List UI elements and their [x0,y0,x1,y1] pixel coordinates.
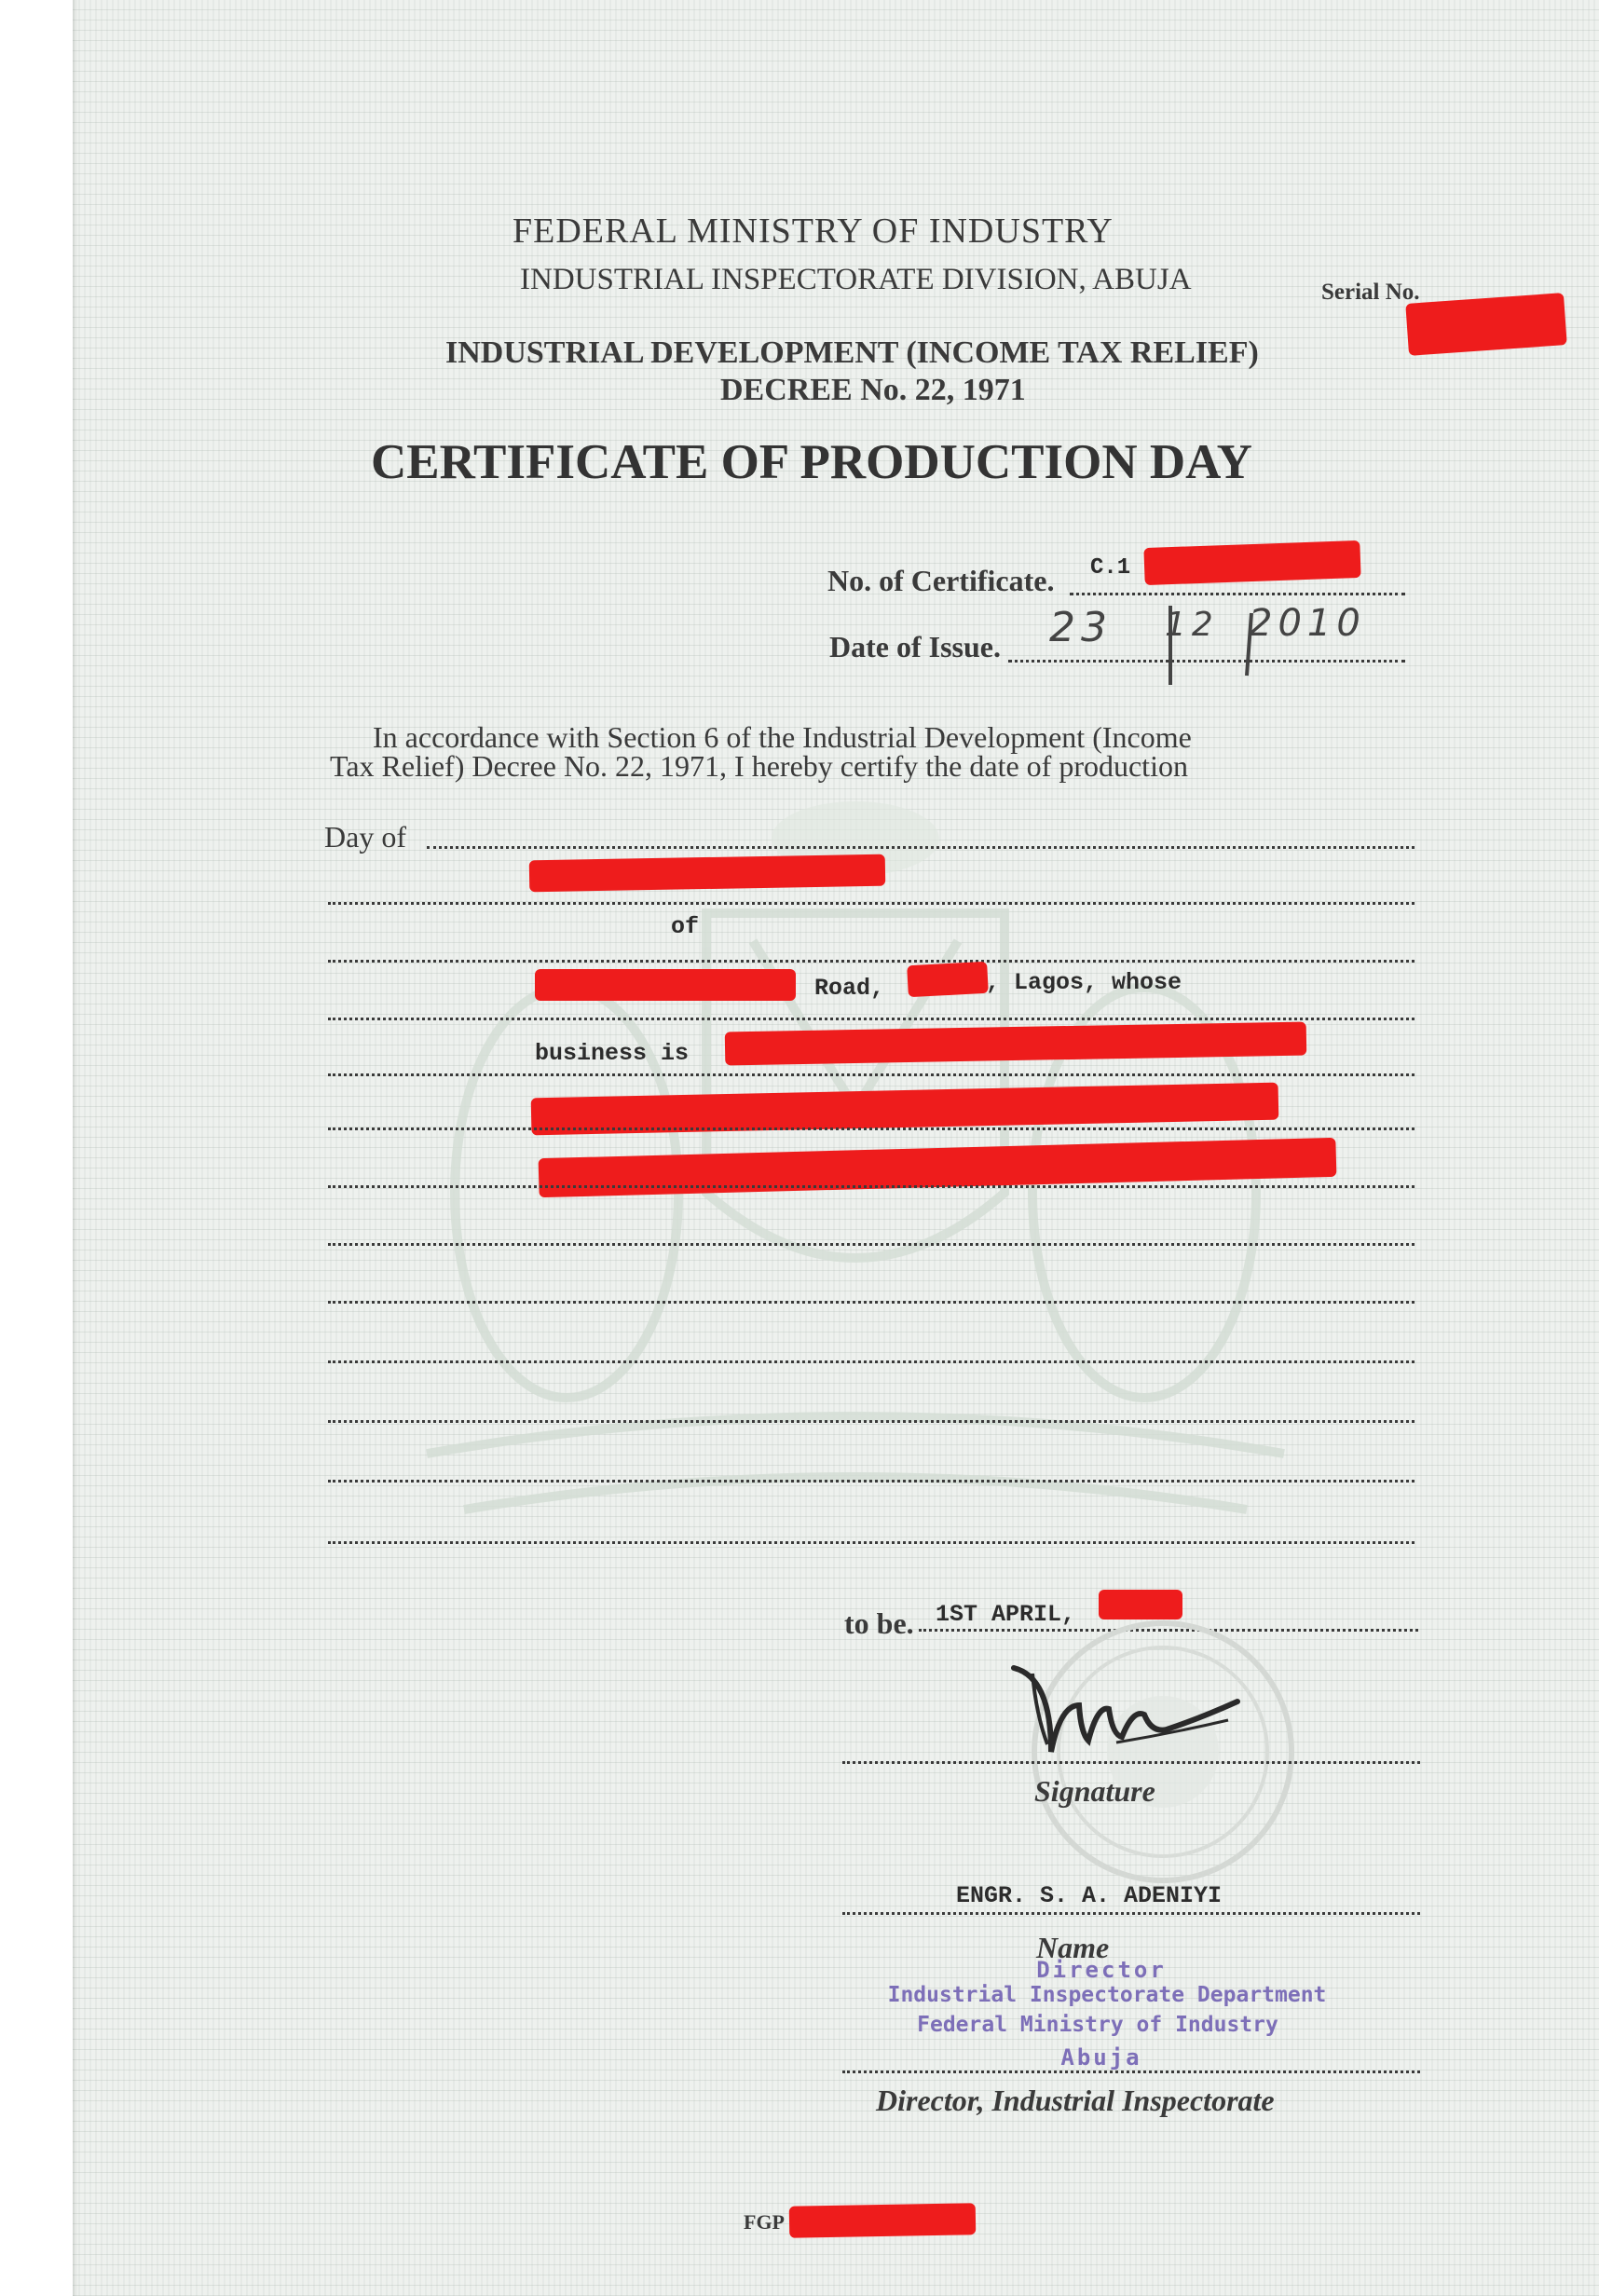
signature-label: Signature [1034,1774,1155,1808]
form-line-10 [328,1360,1414,1363]
date-month: 12 [1165,606,1219,644]
lagos-text: , Lagos, whose [986,969,1182,996]
form-line-5 [328,1073,1414,1076]
certificate-number-label: No. of Certificate. [827,564,1055,597]
form-line-11 [328,1420,1414,1423]
form-line-12 [328,1480,1414,1483]
director-title: Director, Industrial Inspectorate [876,2084,1275,2117]
of-word: of [671,913,700,940]
stamp-line1: Director [1036,1957,1167,1983]
date-day: 23 [1049,604,1113,651]
intro-line2: Tax Relief) Decree No. 22, 1971, I hereby certify the date of production [330,749,1188,783]
redaction-certificate-number [1143,540,1360,585]
date-of-issue-label: Date of Issue. [829,630,1001,663]
form-line-13 [328,1541,1414,1544]
stamp-line2: Industrial Inspectorate Department [887,1983,1327,2007]
form-line-6 [328,1128,1414,1130]
date-separators [1042,596,1321,690]
name-label: Name [1036,1931,1110,1964]
redaction-street [535,969,796,1001]
director-line [842,2070,1420,2073]
stamp-line3: Federal Ministry of Industry [917,2013,1278,2037]
signature-line [842,1761,1420,1764]
director-name: ENGR. S. A. ADENIYI [956,1882,1223,1909]
form-line-3 [328,960,1414,963]
certificate-title: CERTIFICATE OF PRODUCTION DAY [371,435,1252,489]
to-be-label: to be. [844,1606,914,1640]
business-is-text: business is [535,1040,690,1067]
signature-scribble [995,1640,1303,1770]
form-line-2 [328,902,1414,905]
certificate-number-prefix: C.1 [1090,555,1131,581]
certificate-page [73,0,1599,2296]
form-line-1 [427,846,1414,849]
ministry-heading: FEDERAL MINISTRY OF INDUSTRY [512,212,1114,251]
certificate-number-line [1070,593,1405,595]
redaction-district [907,962,989,997]
decree-heading-line1: INDUSTRIAL DEVELOPMENT (INCOME TAX RELIEF) [445,335,1259,370]
form-line-7 [328,1185,1414,1188]
date-year: 2010 [1249,602,1366,645]
footer-code: FGP [744,2210,785,2234]
to-be-value: 1ST APRIL, [936,1601,1076,1628]
form-line-9 [328,1301,1414,1304]
form-line-8 [328,1243,1414,1246]
decree-heading-line2: DECREE No. 22, 1971 [720,373,1026,407]
paper-edge [73,0,78,2296]
redaction-serial [1405,293,1566,356]
redaction-company-name [529,854,886,893]
form-line-4 [328,1018,1414,1020]
division-heading: INDUSTRIAL INSPECTORATE DIVISION, ABUJA [520,263,1192,296]
serial-label: Serial No. [1321,280,1420,305]
stamp-line4: Abuja [1060,2044,1142,2070]
day-of-label: Day of [324,820,406,854]
intro-line1: In accordance with Section 6 of the Industrial Development (Income [373,720,1192,754]
road-text: Road, [814,975,885,1002]
name-line [842,1912,1420,1915]
redaction-footer-code [789,2203,977,2237]
